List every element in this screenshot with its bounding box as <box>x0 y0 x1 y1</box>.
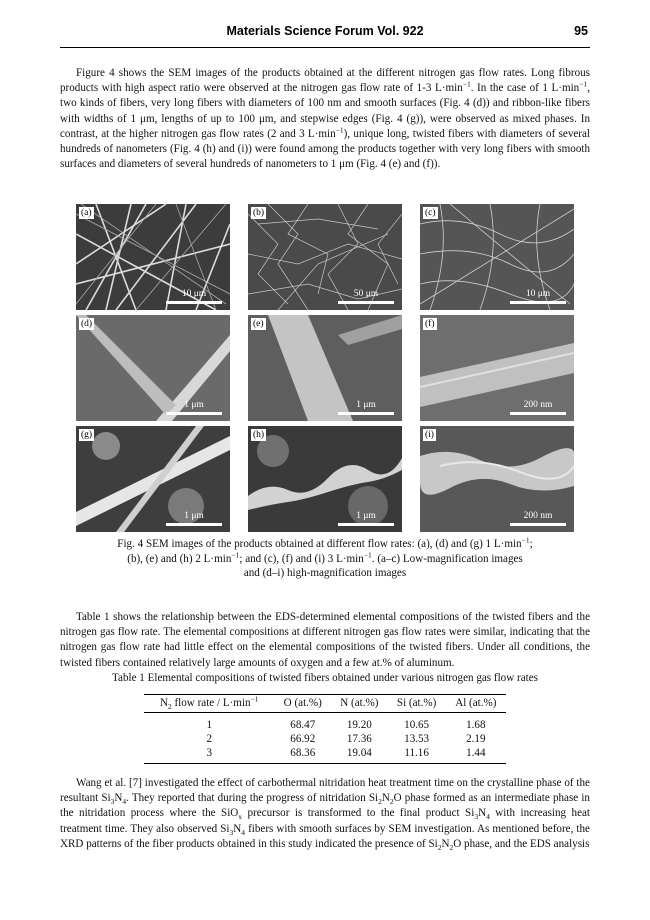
header-rule <box>60 47 590 48</box>
sem-panel-a <box>76 204 230 310</box>
panel-label-i: (i) <box>425 430 434 440</box>
panel-label-e: (e) <box>253 319 264 329</box>
scale-bar-d: 1 μm <box>166 400 222 415</box>
paragraph-wang-discussion: Wang et al. [7] investigated the effect of carbothermal nitridation heat treatment time on the crystalline phase of the resultant $Si_3N_4$. They reported that during the progress of nitridation $Si_2N_2O$ phase formed as an intermediate phase in the nitridation process where the SiO$_x$ precursor is transformed to the final product $Si_3N_4$ with increasing heat treatment time. They also observed $Si_3N_4$ fibers with smooth surfaces by SEM investigation. As mentioned before, the XRD patterns of the fiber products obtained in this study indicated the presence of $Si_2N_2O$ phase, and the EDS analysis <box>60 777 591 853</box>
panel-label-a: (a) <box>81 208 92 218</box>
composition-table <box>144 694 506 764</box>
scale-bar-i: 200 nm <box>510 511 566 526</box>
scale-bar-b: 50 μm <box>338 289 394 304</box>
table-row: 3 68.36 19.04 11.16 1.44 <box>144 746 506 764</box>
sem-panel-c <box>420 204 574 310</box>
sem-panel-i <box>420 426 574 532</box>
header-silicon: Si (at.%) <box>388 695 446 713</box>
table-row: 2 66.92 17.36 13.53 2.19 <box>206 733 486 745</box>
scale-bar-a: 10 μm <box>166 289 222 304</box>
scale-bar-h: 1 μm <box>338 511 394 526</box>
figure-4-sem-grid <box>76 204 574 532</box>
panel-label-b: (b) <box>253 208 265 218</box>
panel-label-g: (g) <box>81 430 93 440</box>
header-nitrogen: N (at.%) <box>331 695 388 713</box>
scale-bar-g: 1 μm <box>166 511 222 526</box>
sem-panel-e <box>248 315 402 421</box>
scale-bar-c: 10 μm <box>510 289 566 304</box>
header-aluminum: Al (at.%) <box>446 695 506 713</box>
table-caption: Table 1 Elemental compositions of twisted fibers obtained under various nitrogen gas flow rates <box>112 672 538 684</box>
panel-label-c: (c) <box>425 208 436 218</box>
panel-label-d: (d) <box>81 319 93 329</box>
sem-panel-b <box>248 204 402 310</box>
sem-panel-h <box>248 426 402 532</box>
scale-bar-e: 1 μm <box>338 400 394 415</box>
paragraph-sem-results: Figure 4 shows the SEM images of the products obtained at the different nitrogen gas flow rates. Long fibrous products with high aspect ratio were observed at the nitrogen gas flow rate of 1-3 $L\cdot\min^{-1}$. In the case of 1 $L\cdot\min^{-1}$, two kinds of fibers, very long fibers with diameters of 100 nm and smooth surfaces (Fig. 4 (d)) and ribbon-like fibers with widths of 1 μm, lengths of up to 100 μm, and stepwise edges (Fig. 4 (g)), were observed as mixed phases. In contrast, at the higher nitrogen gas flow rates (2 and 3 $L\cdot\min^{-1}$), unique long, twisted fibers with diameters of several hundreds of nanometers (Fig. 4 (h) and (i)) were found among the products together with very long fibers with smooth surfaces and diameters of several hundreds of nanometers to 1 μm (Fig. 4 (e) and (f)). <box>60 67 590 171</box>
paragraph-table-discussion: Table 1 shows the relationship between the EDS-determined elemental compositions of the twisted fibers and the nitrogen gas flow rate. The elemental compositions at different nitrogen gas flow rates were similar, indicating that the nitrogen gas flow rate had little effect on the elemental compositions of the twisted fibers. Under all conditions, the twisted fibers contained relatively large amounts of oxygen and a few at.% of aluminum. <box>60 611 590 669</box>
table-row: 1 68.47 19.20 10.65 1.68 <box>206 719 486 731</box>
panel-label-f: (f) <box>425 319 435 329</box>
sem-panel-g <box>76 426 230 532</box>
panel-label-h: (h) <box>253 430 265 440</box>
sem-panel-f <box>420 315 574 421</box>
table-header-row <box>144 695 506 713</box>
header-oxygen: O (at.%) <box>275 695 332 713</box>
scale-bar-f: 200 nm <box>510 400 566 415</box>
running-header-title: Materials Science Forum Vol. 922 <box>226 24 424 38</box>
figure-caption: Fig. 4 SEM images of the products obtained at different flow rates: (a), (d) and (g) 1 $L\cdot\min^{-1}$; (b), (e) and (h) 2 $L\cdot\min^{-1}$; and (c), (f) and (i) 3 $L\cdot\min^{-1}$. (a–c) Low-magnification images and (d–i) high-magnification images <box>117 535 533 580</box>
header-flow-rate: $N_2$ flow rate / $L\cdot\min^{-1}$ <box>144 695 275 713</box>
page-number: 95 <box>574 24 588 38</box>
sem-panel-d <box>76 315 230 421</box>
